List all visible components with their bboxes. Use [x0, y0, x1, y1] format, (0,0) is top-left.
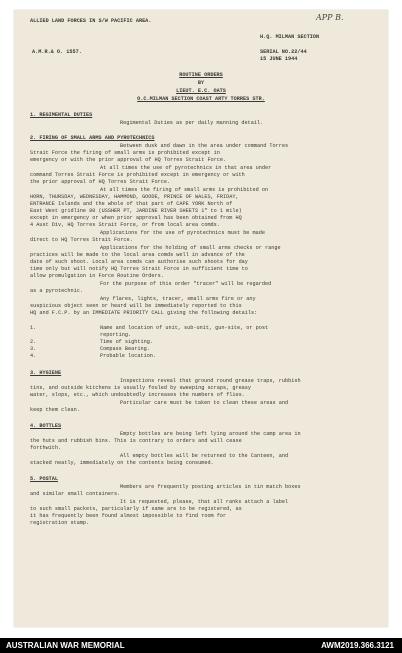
line: forthwith. [30, 445, 62, 451]
line: HQ and F.C.P. by an IMMEDIATE PRIORITY CALL giving the following details: [30, 310, 258, 316]
line: it has frequently been found almost impossible to find room for [30, 513, 227, 519]
line: command Torres Strait Force is prohibited except in emergency or with [30, 172, 245, 178]
heading-bottles: 4. BOTTLES [30, 423, 62, 429]
line: At all times the firing of small arms is prohibited on [100, 187, 269, 193]
title-1: ROUTINE ORDERS [179, 72, 223, 78]
line: It is requested, please, that all ranks attach a label [120, 499, 289, 505]
line: direct to HQ Torres Strait Force. [30, 237, 133, 243]
heading-hygiene: 3. HYGIENE [30, 370, 62, 376]
list-item: Time of sighting. [100, 339, 153, 345]
annotation: APP B. [316, 13, 344, 22]
line: allow promulgation in Force Routine Orders. [30, 273, 164, 279]
list-item: Name and location of unit, sub-unit, gun-site, or post [100, 325, 269, 331]
line: HORN, THURSDAY, WEDNESDAY, HAMMOND, GOODE, PRINCE OF WALES, FRIDAY, [30, 194, 239, 200]
heading-postal: 5. POSTAL [30, 476, 59, 482]
line: except in emergency or when prior approval has been obtained from HQ [30, 215, 242, 221]
line: the prior approval of HQ Torres Strait Force. [30, 179, 171, 185]
line: emergency or with the prior approval of HQ Torres Strait Force. [30, 157, 227, 163]
line: and similar small containers. [30, 491, 121, 497]
line: date of such shoot. Local area comds can authorise such shoots for day [30, 259, 248, 265]
line: All empty bottles will be returned to the Canteen, and [120, 453, 289, 459]
document-page [14, 10, 388, 627]
list-item: reporting. [100, 332, 132, 338]
line: time only but will notify HQ Torres Strait Force in sufficient time to [30, 266, 248, 272]
serial: SERIAL NO.22/44 [260, 49, 307, 55]
line: Empty bottles are being left lying around the camp area in [120, 431, 301, 437]
line: Members are frequently posting articles in tin match boxes [120, 484, 301, 490]
line: the huts and rubbish bins. This is contrary to orders and will cease [30, 438, 242, 444]
line: Applications for the use of pyrotechnics must be made [100, 230, 265, 236]
header-right: H.Q. MILMAN SECTION [260, 34, 320, 40]
list-number: 1. [30, 325, 37, 331]
line: Between dusk and dawn in the area under command Torres [120, 143, 289, 149]
heading-firing: 2. FIRING OF SMALL ARMS AND PYROTECHNICS [30, 135, 155, 141]
line: Applications for the holding of small arms checks or range [100, 245, 281, 251]
date: 15 JUNE 1944 [260, 56, 298, 62]
line: For the purpose of this order "tracer" will be regarded [100, 281, 272, 287]
title-2: BY [197, 80, 205, 86]
line: tins, and outside kitchens is usually fouled by sweeping scraps, greasy [30, 385, 252, 391]
line: 4 Aust Div, HQ Torres Strait Force, or from local area comds. [30, 222, 220, 228]
title-3: LIEUT. E.C. OATS [176, 88, 226, 94]
heading-regimental: 1. REGIMENTAL DUTIES [30, 112, 93, 118]
line: Inspections reveal that ground round grease traps, rubbish [120, 378, 301, 384]
line: registration stamp. [30, 520, 90, 526]
header-left: ALLIED LAND FORCES IN S/W PACIFIC AREA. [30, 18, 152, 24]
line: ENTRANCE Islands and the whole of that part of CAPE YORK North of [30, 201, 233, 207]
list-item: Compass Bearing. [100, 346, 150, 352]
line: Regimental Duties as per daily manning detail. [120, 120, 264, 126]
list-number: 4. [30, 353, 37, 359]
line: suspicious object seen or heard will be immediately reported to this [30, 303, 242, 309]
list-number: 3. [30, 346, 37, 352]
line: Any flares, lights, tracer, small arms fire or any [100, 296, 256, 302]
line: keep them clean. [30, 407, 80, 413]
footer-right: AWM2019.366.3121 [321, 641, 394, 650]
line: Strait Force the firing of small arms is prohibited except in [30, 150, 220, 156]
line: stacked neatly, immediately on the contents being consumed. [30, 460, 214, 466]
title-4: O.C.MILMAN SECTION COAST ARTY TORRES STR. [137, 96, 265, 102]
list-number: 2. [30, 339, 37, 345]
line: practices will be made to the local area comds well in advance of the [30, 252, 245, 258]
ref-left: A.M.R.& O. 1557. [32, 49, 82, 55]
line: as a pyrotechnic. [30, 288, 83, 294]
line: to such small packets, particularly if same are to be registered, as [30, 506, 242, 512]
line: Particular care must be taken to clean these areas and [120, 400, 289, 406]
footer-bar [0, 638, 402, 653]
footer-left: AUSTRALIAN WAR MEMORIAL [6, 641, 125, 650]
line: At all times the use of pyrotechnics in that area under [100, 165, 272, 171]
line: water, slops, etc., which undoubtedly increases the numbers of flies. [30, 392, 245, 398]
list-item: Probable location. [100, 353, 157, 359]
line: East West gridline 80 (USSHER PT, JARDINE RIVER SHEETS 1" to 1 mile) [30, 208, 242, 214]
